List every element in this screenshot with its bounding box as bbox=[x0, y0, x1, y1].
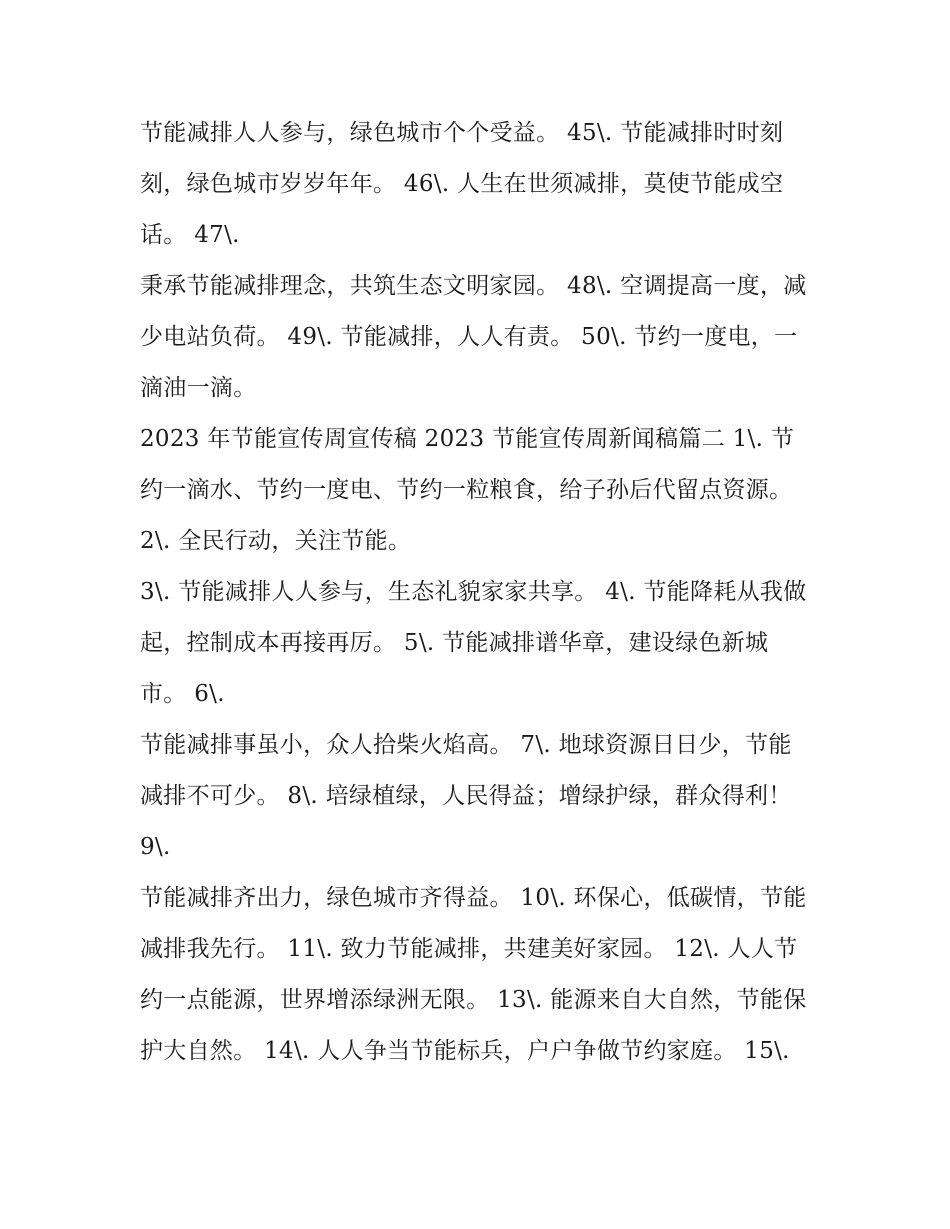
paragraph-4: 3\. 节能减排人人参与，生态礼貌家家共享。 4\. 节能降耗从我做起，控制成本再接再厉。 5\. 节能减排谱华章，建设绿色新城市。 6\. bbox=[140, 579, 807, 707]
paragraph-1: 节能减排人人参与，绿色城市个个受益。 45\. 节能减排时时刻刻，绿色城市岁岁年年。 46\. 人生在世须减排，莫使节能成空话。 47\. bbox=[140, 120, 784, 248]
paragraph-3: 2023 年节能宣传周宣传稿 2023 节能宣传周新闻稿篇二 1\. 节约一滴水、节约一度电、节约一粒粮食，给子孙后代留点资源。 2\. 全民行动，关注节能。 bbox=[140, 426, 795, 554]
document-body bbox=[140, 108, 812, 1077]
paragraph-5: 节能减排事虽小，众人拾柴火焰高。 7\. 地球资源日日少，节能减排不可少。 8\. 培绿植绿，人民得益；增绿护绿，群众得利！ 9\. bbox=[140, 732, 792, 860]
paragraph-6: 节能减排齐出力，绿色城市齐得益。 10\. 环保心，低碳情，节能减排我先行。 11\. 致力节能减排，共建美好家园。 12\. 人人节约一点能源，世界增添绿洲无限。 13\. 能源来自大自然，节能保护大自然。 14\. 人人争当节能标兵，户户争做节约家庭。 15\. bbox=[140, 885, 807, 1064]
paragraph-2: 秉承节能减排理念，共筑生态文明家园。 48\. 空调提高一度，减少电站负荷。 49\. 节能减排，人人有责。 50\. 节约一度电，一滴油一滴。 bbox=[140, 273, 807, 401]
